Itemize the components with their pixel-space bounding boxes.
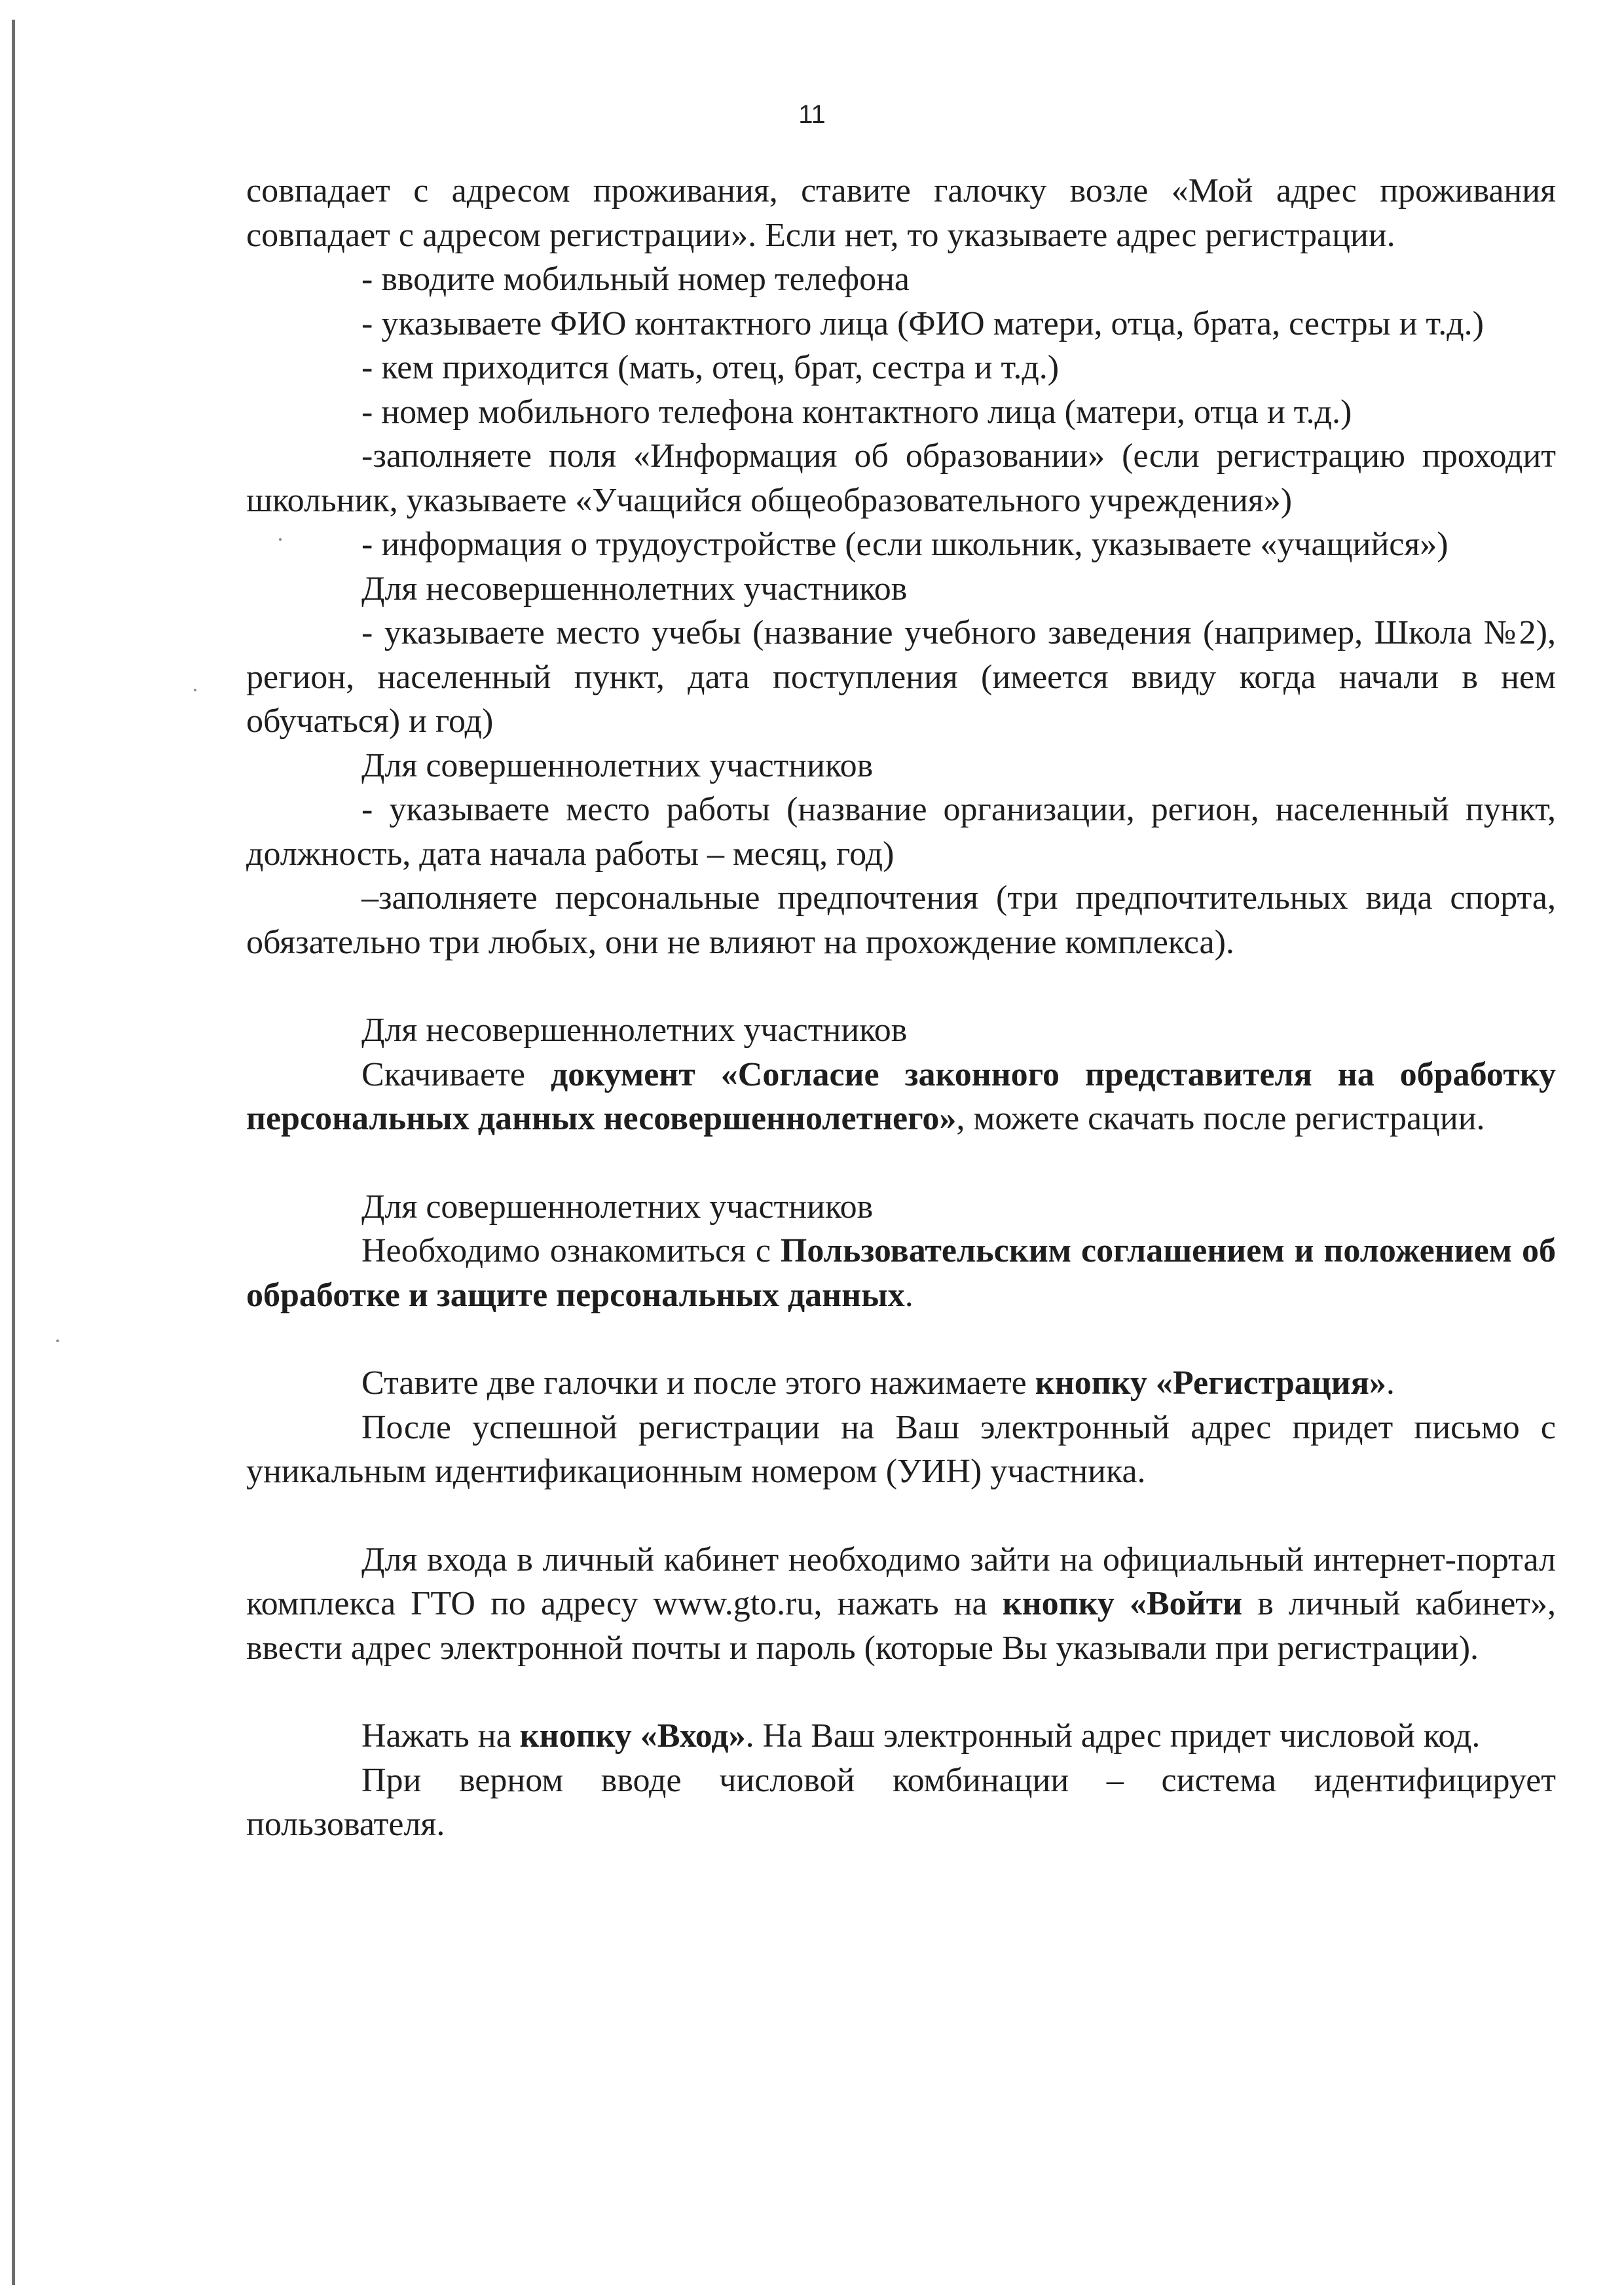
document-body [246,169,1556,1847]
bold-text: документ «Согласие законного представителя на обработку персональных данных несовершеннолетнего» [246,1055,1556,1137]
paragraph-text: - номер мобильного телефона контактного лица (матери, отца и т.д.) [361,393,1352,431]
paragraph-text: - указываете место работы (название организации, регион, населенный пункт, должность, дата начала работы – месяц, год) [246,791,1556,873]
paragraph [246,434,1556,522]
paragraph [246,1714,1556,1758]
paragraph-text: - указываете ФИО контактного лица (ФИО матери, отца, брата, сестры и т.д.) [361,304,1484,342]
paragraph [246,744,1556,788]
paragraph [246,390,1556,435]
paragraph [246,1229,1556,1317]
paragraph [246,1053,1556,1141]
paragraph-text: в личный кабинет», ввести адрес электронной почты и пароль (которые Вы указывали при регистрации). [246,1585,1556,1667]
paragraph [246,611,1556,744]
paragraph-text: Скачиваете [361,1055,551,1093]
bold-text: кнопку «Вход» [519,1717,746,1755]
paragraph-text: Для входа в личный кабинет необходимо зайти на официальный интернет-портал комплекса ГТО по адресу www.gto.ru, нажать на [246,1540,1556,1622]
scan-speck [194,689,196,691]
paragraph-text: Для совершеннолетних участников [361,746,874,784]
scan-edge [12,20,15,2285]
paragraph [246,567,1556,611]
paragraph-text: - указываете место учебы (название учебного заведения (например, Школа №2), регион, населенный пункт, дата поступления (имеется ввиду когда начали в нем обучаться) и год) [246,614,1556,740]
paragraph [246,1758,1556,1847]
paragraph-text: При верном вводе числовой комбинации – система идентифицирует пользователя. [246,1761,1556,1843]
paragraph-text: Для несовершеннолетних участников [361,570,908,608]
paragraph-text: Ставите две галочки и после этого нажимаете [361,1364,1035,1402]
paragraph-text: - вводите мобильный номер телефона [361,261,910,298]
paragraph-text: . [1386,1364,1395,1402]
paragraph [246,346,1556,390]
paragraph [246,302,1556,346]
paragraph [246,788,1556,876]
paragraph [246,522,1556,567]
paragraph [246,169,1556,257]
paragraph-text: –заполняете персональные предпочтения (три предпочтительных вида спорта, обязательно три любых, они не влияют на прохождение комплекса). [246,879,1556,961]
bold-text: кнопку «Войти [1002,1585,1243,1622]
paragraph-text: , можете скачать после регистрации. [956,1100,1485,1137]
paragraph [246,876,1556,964]
bold-text: Пользовательским соглашением и положением об обработке и защите персональных данных [246,1232,1557,1314]
bold-text: кнопку «Регистрация» [1035,1364,1386,1402]
paragraph-text: После успешной регистрации на Ваш электронный адрес придет письмо с уникальным идентификационным номером (УИН) участника. [246,1408,1556,1490]
paragraph [246,1406,1556,1494]
paragraph-text: Необходимо ознакомиться с [361,1232,781,1269]
paragraph-text: Для совершеннолетних участников [361,1188,874,1226]
paragraph-text: совпадает с адресом проживания, ставите галочку возле «Мой адрес проживания совпадает с адресом регистрации». Если нет, то указываете адрес регистрации. [246,172,1556,254]
paragraph-text: Для несовершеннолетних участников [361,1011,908,1049]
paragraph [246,257,1556,302]
paragraph [246,1185,1556,1230]
paragraph-text: Нажать на [361,1717,520,1755]
scan-speck [56,1339,59,1342]
paragraph [246,1008,1556,1053]
paragraph-text: . На Ваш электронный адрес придет числовой код. [745,1717,1481,1755]
paragraph-text: - информация о трудоустройстве (если школьник, указываете «учащийся») [361,526,1449,563]
paragraph-text: -заполняете поля «Информация об образовании» (если регистрацию проходит школьник, указываете «Учащийся общеобразовательного учреждения») [246,437,1556,519]
paragraph [246,1538,1556,1671]
paragraph-text: . [904,1276,913,1314]
paragraph-text: - кем приходится (мать, отец, брат, сестра и т.д.) [361,349,1060,386]
page-number: 11 [798,100,826,129]
paragraph [246,1361,1556,1406]
